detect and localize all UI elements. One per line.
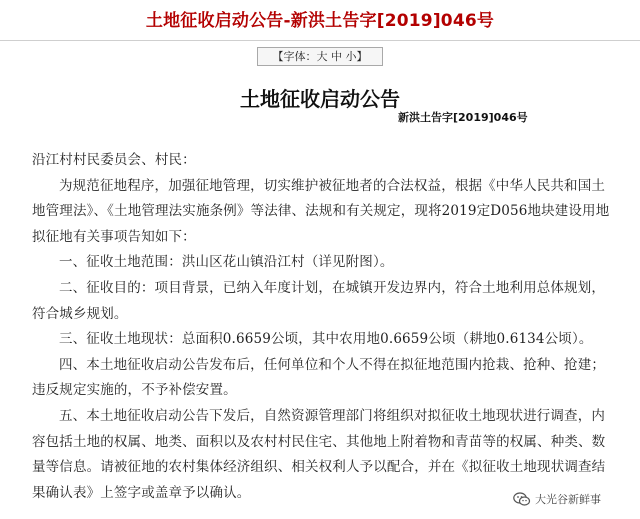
watermark-text: 大光谷新鲜事 — [535, 493, 601, 506]
title-divider — [0, 40, 640, 41]
notice-body — [32, 148, 612, 506]
item-prohibition: 四、本土地征收启动公告发布后，任何单位和个人不得在拟征地范围内抢栽、抢种、抢建；违反规定实施的，不予补偿安置。 — [32, 356, 605, 399]
item-land-scope: 一、征收土地范围：洪山区花山镇沿江村（详见附图）。 — [59, 254, 394, 271]
notice-heading: 土地征收启动公告 — [240, 87, 400, 111]
font-size-suffix: 】 — [356, 50, 368, 63]
item-survey: 五、本土地征收启动公告下发后，自然资源管理部门将组织对拟征收土地现状进行调查，内容包括土地的权属、地类、面积以及农村村民住宅、其他地上附着物和青苗等的权属、种类、数量等信息。请被征地的农村集体经济组织、相关权利人予以配合，并在《拟征收土地现状调查结果确认表》上签字或盖章予以确认。 — [32, 407, 606, 501]
wechat-watermark — [510, 488, 604, 510]
item-purpose: 二、征收目的：项目背景，已纳入年度计划，在城镇开发边界内，符合土地利用总体规划，符合城乡规划。 — [32, 279, 605, 322]
item-land-status: 三、征收土地现状：总面积0.6659公顷，其中农用地0.6659公顷（耕地0.6134公顷）。 — [59, 331, 593, 348]
document-number: 新洪土告字[2019]046号 — [398, 111, 528, 124]
font-size-prefix: 【字体： — [272, 50, 317, 63]
intro-paragraph: 为规范征地程序，加强征地管理，切实维护被征地者的合法权益，根据《中华人民共和国土地管理法》、《土地管理法实施条例》等法律、法规和有关规定，现将2019定D056地块建设用地拟征地有关事项告知如下： — [32, 177, 610, 245]
salutation: 沿江村村民委员会、村民： — [32, 152, 196, 168]
font-size-selector — [257, 47, 383, 66]
page-title: 土地征收启动公告-新洪土告字[2019]046号 — [145, 11, 495, 31]
font-size-large-option[interactable]: 大 — [316, 50, 328, 63]
font-size-medium-option[interactable]: 中 — [331, 50, 342, 63]
wechat-icon — [513, 492, 531, 507]
font-size-small-option[interactable]: 小 — [345, 50, 357, 63]
